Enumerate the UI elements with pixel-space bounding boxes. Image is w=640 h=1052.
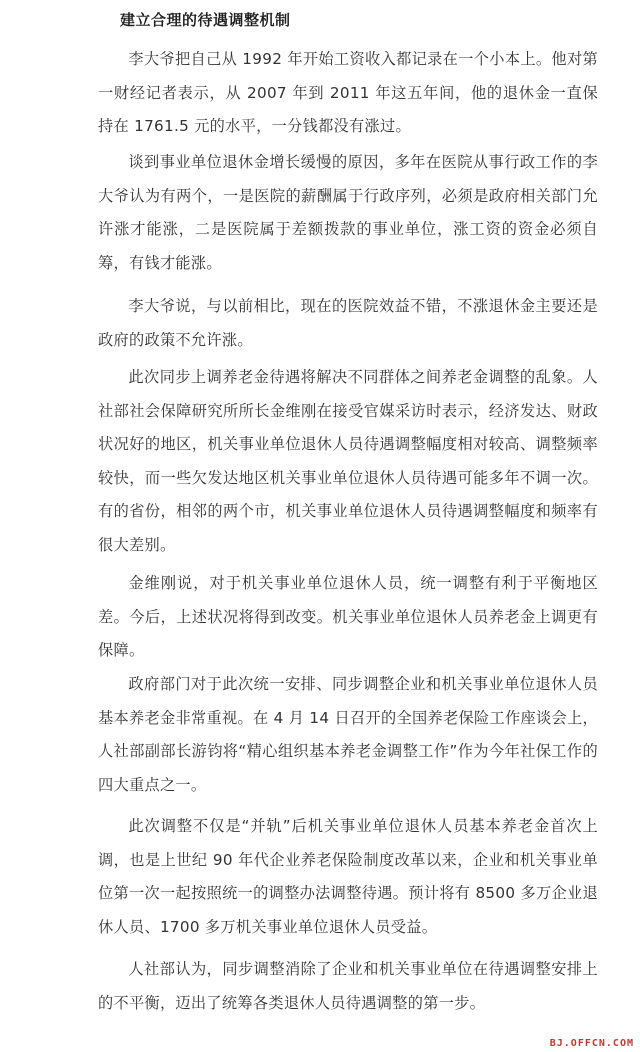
paragraph-2: 谈到事业单位退休金增长缓慢的原因，多年在医院从事行政工作的李大爷认为有两个，一是医院的薪酬属于行政序列，必须是政府相关部门允许涨才能涨，二是医院属于差额拨款的事业单位，涨工资的资金必须自筹，有钱才能涨。 <box>98 153 598 272</box>
paragraph-3: 李大爷说，与以前相比，现在的医院效益不错，不涨退休金主要还是政府的政策不允许涨。 <box>98 297 598 349</box>
paragraph-4: 此次同步上调养老金待遇将解决不同群体之间养老金调整的乱象。人社部社会保障研究所所长金维刚在接受官媒采访时表示，经济发达、财政状况好的地区，机关事业单位退休人员待遇调整幅度相对较高、调整频率较快，而一些欠发达地区机关事业单位退休人员待遇可能多年不调一次。有的省份，相邻的两个市，机关事业单位退休人员待遇调整幅度和频率有很大差别。 <box>98 368 598 554</box>
paragraph-6: 政府部门对于此次统一安排、同步调整企业和机关事业单位退休人员基本养老金非常重视。在 4 月 14 日召开的全国养老保险工作座谈会上，人社部副部长游钧将“精心组织基本养老金调整工作”作为今年社保工作的四大重点之一。 <box>98 675 598 794</box>
article-title: 建立合理的待遇调整机制 <box>120 11 291 29</box>
paragraph-7: 此次调整不仅是“并轨”后机关事业单位退休人员基本养老金首次上调，也是上世纪 90 年代企业养老保险制度改革以来，企业和机关事业单位第一次一起按照统一的调整办法调整待遇。预计将有 8500 多万企业退休人员、1700 多万机关事业单位退休人员受益。 <box>98 817 598 936</box>
paragraph-5: 金维刚说，对于机关事业单位退休人员，统一调整有利于平衡地区差。今后，上述状况将得到改变。机关事业单位退休人员养老金上调更有保障。 <box>98 574 598 659</box>
site-watermark: BJ.OFFCN.COM <box>549 1038 634 1049</box>
paragraph-1: 李大爷把自己从 1992 年开始工资收入都记录在一个小本上。他对第一财经记者表示，从 2007 年到 2011 年这五年间，他的退休金一直保持在 1761.5 元的水平，一分钱都没有涨过。 <box>98 50 598 135</box>
paragraph-8: 人社部认为，同步调整消除了企业和机关事业单位在待遇调整安排上的不平衡，迈出了统筹各类退休人员待遇调整的第一步。 <box>98 960 598 1012</box>
